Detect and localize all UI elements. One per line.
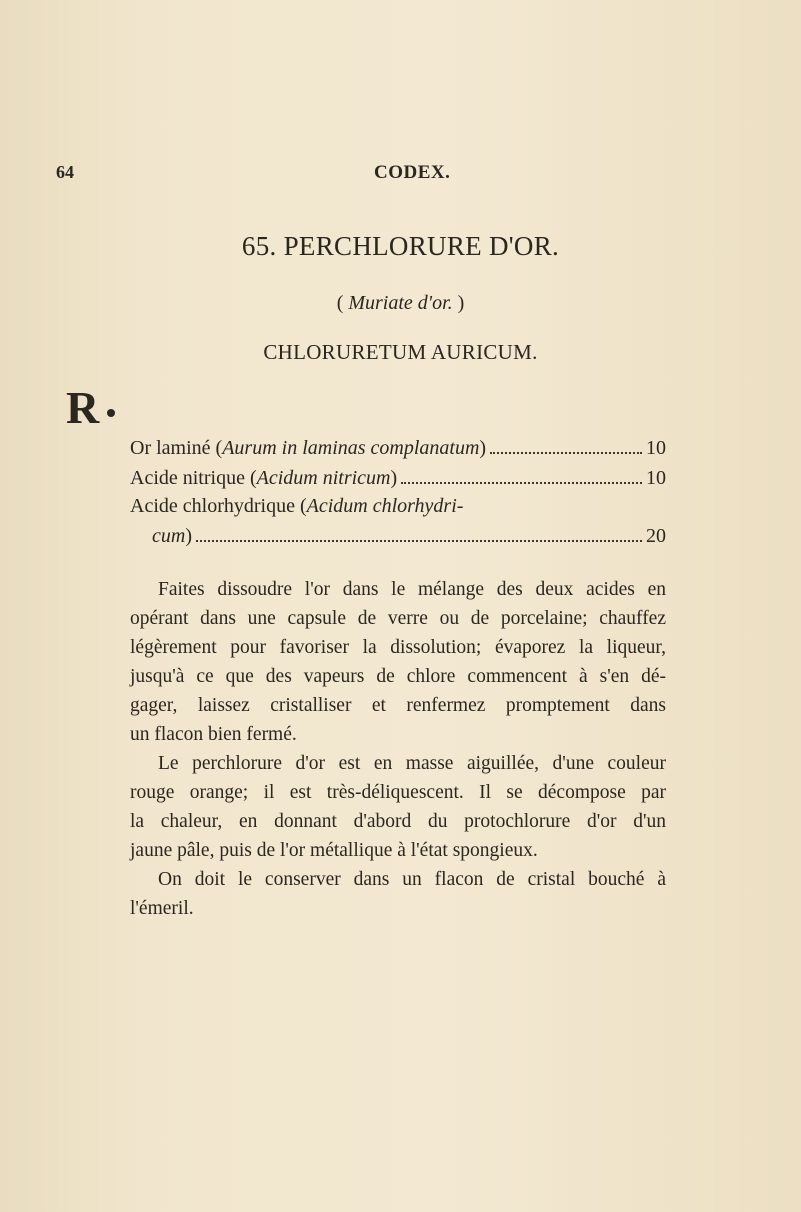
ingredient-row: cum) 20 xyxy=(152,525,666,547)
ingredient-quantity: 10 xyxy=(646,467,666,489)
page-number: 64 xyxy=(56,162,74,182)
ingredient-quantity: 10 xyxy=(646,437,666,459)
paragraph-storage: On doit le conserver dans un flacon de cristal bouché à l'émeril. xyxy=(130,869,666,919)
paragraph-properties: Le perchlorure d'or est en masse aiguillée, d'une couleur rouge orange; il est très-déliquescent. Il se décompose par la chaleur, en donnant d'abord du protochlorure d'or d'un jaune pâle, puis de l'or métallique à l'état spongieux. xyxy=(130,753,666,861)
synonym-text: Muriate d'or. xyxy=(348,292,453,314)
paragraph-preparation: Faites dissoudre l'or dans le mélange des deux acides en opérant dans une capsule de verre ou de porcelaine; chauffez légèrement pour favoriser la dissolution; évaporez la liqueur, jusqu'à ce que des vapeurs de chlore commencent à s'en dé- gager, laissez cristalliser et renfermez promptement dans un flacon bien fermé. xyxy=(130,579,666,745)
ingredient-row: Acide nitrique (Acidum nitricum) 10 xyxy=(130,467,666,489)
synonym: ( Muriate d'or. ) xyxy=(336,292,465,314)
recipe-symbol-dot xyxy=(107,409,115,417)
ingredient-row: Acide chlorhydrique (Acidum chlorhydri- xyxy=(130,495,464,517)
latin-name: CHLORURETUM AURICUM. xyxy=(263,340,538,364)
running-head: CODEX. xyxy=(374,162,451,183)
ingredient-quantity: 20 xyxy=(646,525,666,547)
section-title: 65. PERCHLORURE D'OR. xyxy=(241,231,560,261)
ingredient-row: Or laminé (Aurum in laminas complanatum) 10 xyxy=(130,437,666,459)
page-header xyxy=(56,162,696,192)
recipe-symbol: R xyxy=(66,382,100,433)
